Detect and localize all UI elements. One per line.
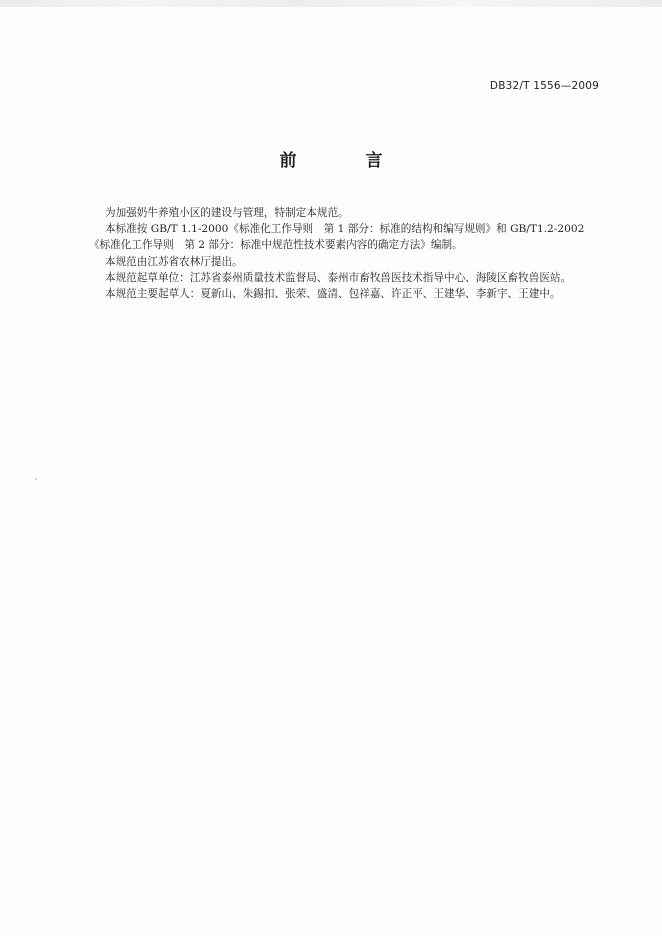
page-title: 前 言 — [279, 151, 409, 171]
paragraph-proposer: 本规范由江苏省农林厅提出。 — [105, 255, 243, 268]
paragraph-basis-line2: 《标准化工作导则 第 2 部分：标准中规范性技术要素内容的确定方法》编制。 — [89, 239, 463, 252]
paragraph-drafters: 本规范主要起草人：夏新山、朱錫扣、张荣、盛清、包祥嘉、许正平、王建华、李新宇、王建中。 — [105, 288, 561, 301]
standard-code: DB32/T 1556—2009 — [489, 80, 599, 92]
paragraph-drafting-units: 本规范起草单位：江苏省泰州质量技术监督局、泰州市畜牧兽医技术指导中心、海陵区畜牧兽医站。 — [105, 271, 572, 284]
paragraph-basis-line1: 本标准按 GB/T 1.1-2000《标准化工作导则 第 1 部分：标准的结构和编写规则》和 GB/T1.2-2002 — [105, 223, 585, 236]
scan-edge-strip — [0, 0, 662, 7]
foreword-body — [89, 205, 604, 302]
scan-speck — [35, 478, 37, 480]
paragraph-purpose: 为加强奶牛养殖小区的建设与管理，特制定本规范。 — [105, 207, 349, 219]
